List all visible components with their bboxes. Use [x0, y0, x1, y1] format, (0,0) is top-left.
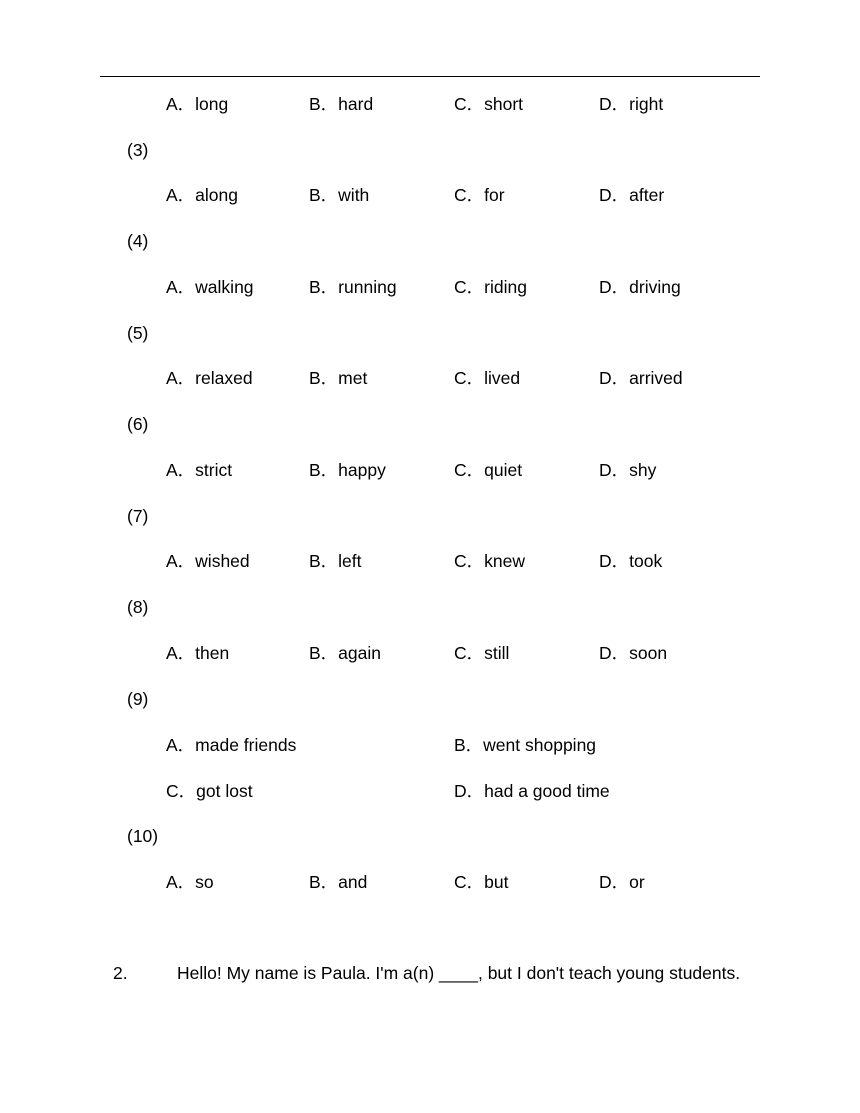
option-d: D．or [599, 872, 645, 892]
option-d: D．after [599, 185, 665, 205]
option-b: B．met [309, 368, 368, 388]
option-b: B．with [309, 185, 370, 205]
option-d: D．shy [599, 460, 657, 480]
option-b: B．and [309, 872, 368, 892]
question-number: (10) [127, 826, 159, 846]
option-a: A．so [166, 872, 214, 892]
option-c: C．for [454, 185, 505, 205]
item-number: 2. [113, 963, 128, 983]
option-c: C．quiet [454, 460, 523, 480]
question-number: (5) [127, 323, 149, 343]
option-c: C．lived [454, 368, 521, 388]
option-d: D．soon [599, 643, 668, 663]
option-d: D．took [599, 551, 663, 571]
option-c: C．but [454, 872, 509, 892]
option-a: A．strict [166, 460, 233, 480]
option-d: D．right [599, 94, 664, 114]
option-a: A．wished [166, 551, 250, 571]
header-rule [100, 76, 760, 77]
option-a: A．along [166, 185, 238, 205]
question-number: (7) [127, 506, 149, 526]
question-number: (3) [127, 140, 149, 160]
option-c: C．short [454, 94, 524, 114]
option-a: A．walking [166, 277, 254, 297]
option-a: A．relaxed [166, 368, 253, 388]
option-d: D．arrived [599, 368, 683, 388]
question-number: (6) [127, 414, 149, 434]
option-b: B．left [309, 551, 362, 571]
option-a: A．made friends [166, 735, 297, 755]
option-c: C．got lost [166, 781, 253, 801]
item-prompt: Hello! My name is Paula. I'm a(n) ____, but I don't teach young students. [177, 963, 741, 983]
option-c: C．knew [454, 551, 525, 571]
option-b: B．happy [309, 460, 386, 480]
option-b: B．again [309, 643, 381, 663]
option-a: A．then [166, 643, 230, 663]
question-number: (4) [127, 231, 149, 251]
option-b: B．running [309, 277, 397, 297]
option-d: D．driving [599, 277, 681, 297]
option-a: A．long [166, 94, 229, 114]
option-c: C．still [454, 643, 510, 663]
option-b: B．went shopping [454, 735, 597, 755]
question-number: (9) [127, 689, 149, 709]
option-c: C．riding [454, 277, 527, 297]
option-b: B．hard [309, 94, 374, 114]
option-d: D．had a good time [454, 781, 610, 801]
question-number: (8) [127, 597, 149, 617]
